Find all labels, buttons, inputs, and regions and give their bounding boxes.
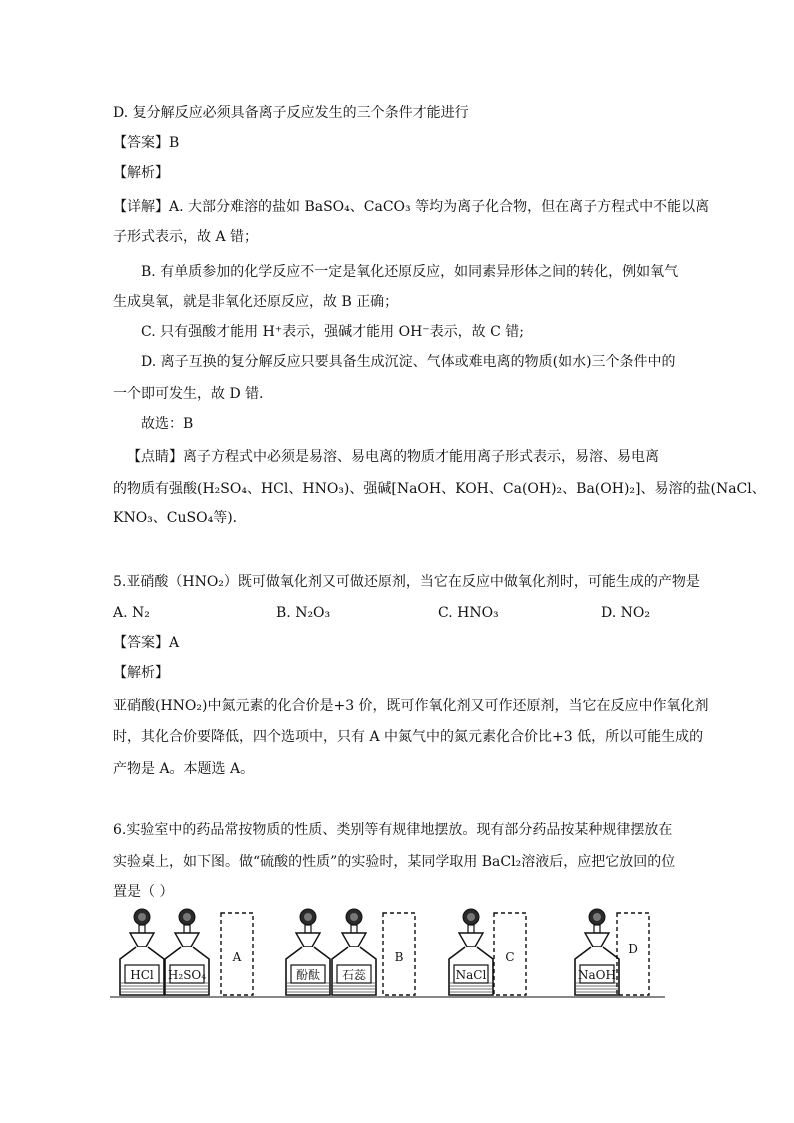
- slot-label: A: [232, 950, 242, 964]
- reagent-bottle: [449, 909, 493, 995]
- q4-final-choice: 故选：B: [141, 416, 194, 432]
- q4-option-d: D. 复分解反应必须具备离子反应发生的三个条件才能进行: [113, 105, 469, 121]
- empty-slot-c: [494, 913, 526, 995]
- q5-answer: 【答案】A: [113, 635, 180, 651]
- bottle-label: 石蕊: [341, 968, 367, 982]
- q4-tip-line1: 【点睛】离子方程式中必须是易溶、易电离的物质才能用离子形式表示，易溶、易电离: [127, 449, 659, 465]
- q4-detail-b-line2: 生成臭氧，就是非氧化还原反应，故 B 正确；: [113, 294, 399, 310]
- bottle-label: HCl: [130, 968, 154, 982]
- q5-option-c: C. HNO₃: [438, 605, 499, 621]
- bottle-label: 酚酞: [295, 968, 321, 982]
- q4-detail-b-line1: B. 有单质参加的化学反应不一定是氧化还原反应，如同素异形体之间的转化，例如氧气: [141, 264, 679, 280]
- empty-slot-d: [617, 913, 649, 995]
- bottle-label: H₂SO₄: [167, 968, 207, 982]
- q6-stem-line1: 6.实验室中的药品常按物质的性质、类别等有规律地摆放。现有部分药品按某种规律摆放在: [113, 822, 673, 838]
- bottle-label: NaOH: [578, 968, 616, 982]
- reagent-bottle: [120, 909, 164, 995]
- reagent-bottle: [575, 909, 619, 995]
- q5-analysis-line2: 时，其化合价要降低，四个选项中，只有 A 中氮气中的氮元素化合价比+3 低，所以可能生成的: [113, 729, 704, 745]
- q6-stem-line2: 实验桌上，如下图。做“硫酸的性质”的实验时，某同学取用 BaCl₂溶液后，应把它放回的位: [113, 854, 676, 870]
- q4-answer: 【答案】B: [113, 135, 180, 151]
- reagent-bottle: [286, 909, 330, 995]
- bottle-label: NaCl: [455, 968, 487, 982]
- slot-label: C: [505, 950, 515, 964]
- empty-slot-b: [383, 913, 415, 995]
- reagent-bottle: [165, 909, 209, 995]
- slot-label: B: [394, 950, 404, 964]
- q4-detail-c: C. 只有强酸才能用 H⁺表示，强碱才能用 OH⁻表示，故 C 错;: [141, 324, 525, 340]
- q5-stem: 5.亚硝酸（HNO₂）既可做氧化剂又可做还原剂，当它在反应中做氧化剂时，可能生成的产物是: [113, 574, 700, 590]
- q4-detail-d-line1: D. 离子互换的复分解反应只要具备生成沉淀、气体或难电离的物质(如水)三个条件中的: [141, 354, 676, 370]
- q5-option-b: B. N₂O₃: [276, 605, 331, 621]
- q6-stem-line3: 置是（ ）: [113, 884, 174, 900]
- q4-detail-a-line1: 【详解】A. 大部分难溶的盐如 BaSO₄、CaCO₃ 等均为离子化合物，但在离子方程式中不能以离: [113, 199, 710, 215]
- q5-option-a: A. N₂: [113, 605, 150, 621]
- q4-tip-line3: KNO₃、CuSO₄等)．: [113, 510, 247, 526]
- q4-detail-a-line2: 子形式表示，故 A 错；: [113, 229, 259, 245]
- q5-analysis-line3: 产物是 A。本题选 A。: [113, 761, 255, 777]
- q5-analysis-line1: 亚硝酸(HNO₂)中氮元素的化合价是+3 价，既可作氧化剂又可作还原剂，当它在反应中作氧化剂: [113, 698, 709, 714]
- q5-analysis-head: 【解析】: [113, 665, 169, 681]
- reagent-shelf-figure: [110, 905, 670, 1005]
- q4-analysis-head: 【解析】: [113, 165, 169, 181]
- q4-detail-d-line2: 一个即可发生，故 D 错．: [113, 386, 274, 402]
- q5-option-d: D. NO₂: [601, 605, 650, 621]
- reagent-bottle: [332, 909, 376, 995]
- empty-slot-a: [221, 913, 253, 995]
- q4-tip-line2: 的物质有强酸(H₂SO₄、HCl、HNO₃)、强碱[NaOH、KOH、Ca(OH)₂、Ba(OH)₂]、易溶的盐(NaCl、: [113, 481, 766, 497]
- slot-label: D: [628, 942, 638, 956]
